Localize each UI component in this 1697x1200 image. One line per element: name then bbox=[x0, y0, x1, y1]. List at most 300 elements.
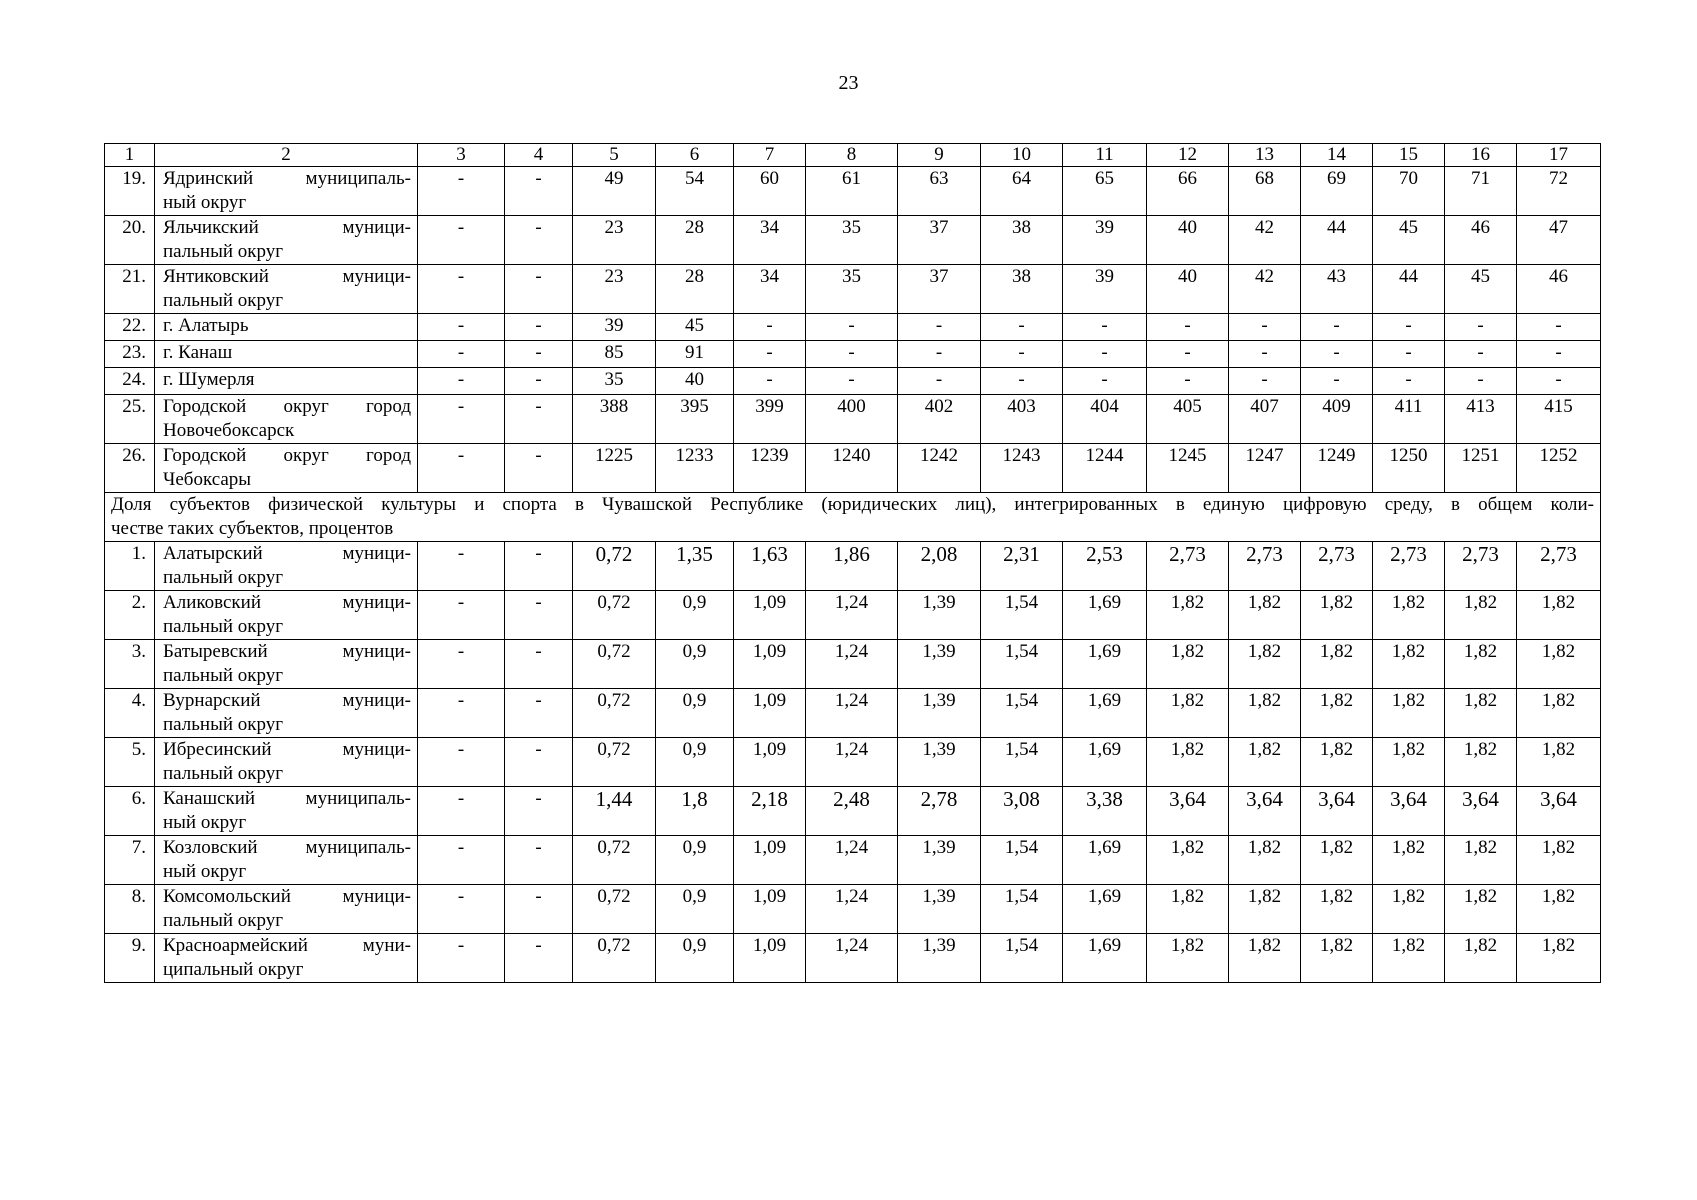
value-cell: 1,82 bbox=[1445, 934, 1517, 983]
row-name bbox=[155, 738, 418, 787]
column-header: 4 bbox=[505, 144, 573, 167]
value-cell: 91 bbox=[656, 341, 734, 368]
row-number: 3. bbox=[105, 640, 155, 689]
value-cell: 1252 bbox=[1517, 444, 1601, 493]
value-cell: 43 bbox=[1301, 265, 1373, 314]
value-cell: 45 bbox=[1373, 216, 1445, 265]
value-cell: 61 bbox=[806, 167, 898, 216]
row-name-line1: Канашский муниципаль- bbox=[163, 788, 411, 809]
value-cell: - bbox=[505, 395, 573, 444]
table-row bbox=[105, 689, 1601, 738]
value-cell: 1242 bbox=[898, 444, 981, 493]
row-name-line1: Козловский муниципаль- bbox=[163, 837, 411, 858]
table-row bbox=[105, 167, 1601, 216]
value-cell: 0,72 bbox=[573, 591, 656, 640]
value-cell: 35 bbox=[806, 265, 898, 314]
value-cell: - bbox=[1063, 341, 1147, 368]
row-name bbox=[155, 885, 418, 934]
value-cell: - bbox=[505, 787, 573, 836]
section-heading bbox=[105, 493, 1601, 542]
value-cell: - bbox=[418, 314, 505, 341]
row-name-text: г. Шумерля bbox=[163, 369, 255, 390]
value-cell: 0,9 bbox=[656, 640, 734, 689]
value-cell: - bbox=[418, 444, 505, 493]
value-cell: 1,82 bbox=[1301, 640, 1373, 689]
row-number: 6. bbox=[105, 787, 155, 836]
value-cell: 1,82 bbox=[1301, 934, 1373, 983]
value-cell: 2,73 bbox=[1373, 542, 1445, 591]
table-row bbox=[105, 444, 1601, 493]
value-cell: 1,82 bbox=[1445, 738, 1517, 787]
value-cell: 3,64 bbox=[1373, 787, 1445, 836]
value-cell: - bbox=[505, 885, 573, 934]
value-cell: 23 bbox=[573, 265, 656, 314]
row-name-line1: Красноармейский муни- bbox=[163, 935, 411, 956]
value-cell: 1,54 bbox=[981, 689, 1063, 738]
value-cell: 40 bbox=[656, 368, 734, 395]
value-cell: - bbox=[505, 934, 573, 983]
value-cell: - bbox=[418, 216, 505, 265]
table-row bbox=[105, 640, 1601, 689]
value-cell: 1,82 bbox=[1517, 885, 1601, 934]
value-cell: 402 bbox=[898, 395, 981, 444]
value-cell: 1,82 bbox=[1301, 591, 1373, 640]
section-heading-line2: честве таких субъектов, процентов bbox=[111, 518, 394, 539]
value-cell: - bbox=[1517, 314, 1601, 341]
value-cell: - bbox=[1147, 341, 1229, 368]
value-cell: 0,9 bbox=[656, 836, 734, 885]
value-cell: 1,82 bbox=[1373, 934, 1445, 983]
value-cell: 1,82 bbox=[1445, 689, 1517, 738]
value-cell: 28 bbox=[656, 216, 734, 265]
value-cell: 1251 bbox=[1445, 444, 1517, 493]
value-cell: 70 bbox=[1373, 167, 1445, 216]
row-name-line2: Новочебоксарск bbox=[163, 420, 295, 441]
value-cell: 23 bbox=[573, 216, 656, 265]
value-cell: 44 bbox=[1373, 265, 1445, 314]
table-row bbox=[105, 542, 1601, 591]
value-cell: 1,8 bbox=[656, 787, 734, 836]
value-cell: 0,72 bbox=[573, 542, 656, 591]
value-cell: 34 bbox=[734, 216, 806, 265]
value-cell: 1,69 bbox=[1063, 640, 1147, 689]
value-cell: 1,82 bbox=[1445, 836, 1517, 885]
value-cell: - bbox=[1373, 368, 1445, 395]
value-cell: 3,64 bbox=[1147, 787, 1229, 836]
value-cell: 1,82 bbox=[1373, 689, 1445, 738]
row-name-line1: Вурнарский муници- bbox=[163, 690, 411, 711]
row-number: 9. bbox=[105, 934, 155, 983]
value-cell: 1,69 bbox=[1063, 934, 1147, 983]
value-cell: 1,09 bbox=[734, 885, 806, 934]
value-cell: - bbox=[418, 591, 505, 640]
row-name bbox=[155, 395, 418, 444]
row-number: 26. bbox=[105, 444, 155, 493]
value-cell: 1,69 bbox=[1063, 689, 1147, 738]
value-cell: - bbox=[505, 265, 573, 314]
value-cell: 0,72 bbox=[573, 738, 656, 787]
value-cell: 2,73 bbox=[1229, 542, 1301, 591]
row-number: 4. bbox=[105, 689, 155, 738]
value-cell: 1,09 bbox=[734, 836, 806, 885]
value-cell: 1,24 bbox=[806, 836, 898, 885]
value-cell: 1,82 bbox=[1301, 885, 1373, 934]
row-number: 2. bbox=[105, 591, 155, 640]
value-cell: 1,82 bbox=[1517, 689, 1601, 738]
value-cell: 1,82 bbox=[1373, 836, 1445, 885]
row-name bbox=[155, 216, 418, 265]
value-cell: 3,64 bbox=[1517, 787, 1601, 836]
value-cell: 1,82 bbox=[1373, 738, 1445, 787]
value-cell: 60 bbox=[734, 167, 806, 216]
value-cell: 1,82 bbox=[1147, 640, 1229, 689]
value-cell: - bbox=[981, 368, 1063, 395]
column-header: 14 bbox=[1301, 144, 1373, 167]
value-cell: 1,09 bbox=[734, 934, 806, 983]
value-cell: 1,39 bbox=[898, 934, 981, 983]
value-cell: - bbox=[806, 341, 898, 368]
value-cell: 1,82 bbox=[1147, 836, 1229, 885]
value-cell: - bbox=[1229, 368, 1301, 395]
value-cell: 63 bbox=[898, 167, 981, 216]
row-name-line1: Комсомольский муници- bbox=[163, 886, 411, 907]
value-cell: 46 bbox=[1445, 216, 1517, 265]
row-number: 21. bbox=[105, 265, 155, 314]
value-cell: 3,38 bbox=[1063, 787, 1147, 836]
value-cell: 403 bbox=[981, 395, 1063, 444]
row-name bbox=[155, 341, 418, 368]
value-cell: 42 bbox=[1229, 216, 1301, 265]
value-cell: 1,09 bbox=[734, 640, 806, 689]
value-cell: 407 bbox=[1229, 395, 1301, 444]
value-cell: 49 bbox=[573, 167, 656, 216]
row-number: 20. bbox=[105, 216, 155, 265]
value-cell: 1,82 bbox=[1517, 591, 1601, 640]
value-cell: 1,39 bbox=[898, 836, 981, 885]
value-cell: - bbox=[418, 167, 505, 216]
value-cell: 1,82 bbox=[1517, 836, 1601, 885]
indicator-table bbox=[104, 143, 1601, 983]
row-name-line2: пальный округ bbox=[163, 567, 284, 588]
value-cell: 405 bbox=[1147, 395, 1229, 444]
value-cell: 1,82 bbox=[1229, 591, 1301, 640]
table-row bbox=[105, 591, 1601, 640]
value-cell: - bbox=[1373, 314, 1445, 341]
column-header: 2 bbox=[155, 144, 418, 167]
row-name-line2: пальный округ bbox=[163, 910, 284, 931]
column-header: 16 bbox=[1445, 144, 1517, 167]
value-cell: 3,08 bbox=[981, 787, 1063, 836]
row-number: 1. bbox=[105, 542, 155, 591]
value-cell: 1,82 bbox=[1147, 591, 1229, 640]
table-row bbox=[105, 395, 1601, 444]
value-cell: 1,82 bbox=[1373, 885, 1445, 934]
value-cell: 0,72 bbox=[573, 836, 656, 885]
value-cell: 65 bbox=[1063, 167, 1147, 216]
row-name bbox=[155, 265, 418, 314]
value-cell: 411 bbox=[1373, 395, 1445, 444]
row-name-line1: Ядринский муниципаль- bbox=[163, 168, 411, 189]
value-cell: - bbox=[1445, 368, 1517, 395]
value-cell: - bbox=[1063, 368, 1147, 395]
row-number: 22. bbox=[105, 314, 155, 341]
value-cell: - bbox=[1517, 368, 1601, 395]
value-cell: 1,54 bbox=[981, 934, 1063, 983]
value-cell: - bbox=[898, 368, 981, 395]
value-cell: 1244 bbox=[1063, 444, 1147, 493]
value-cell: 1,82 bbox=[1301, 836, 1373, 885]
value-cell: 45 bbox=[1445, 265, 1517, 314]
row-number: 23. bbox=[105, 341, 155, 368]
value-cell: 1239 bbox=[734, 444, 806, 493]
value-cell: 1,39 bbox=[898, 689, 981, 738]
value-cell: 400 bbox=[806, 395, 898, 444]
value-cell: 1,24 bbox=[806, 738, 898, 787]
value-cell: 34 bbox=[734, 265, 806, 314]
value-cell: 1,82 bbox=[1517, 640, 1601, 689]
column-header: 6 bbox=[656, 144, 734, 167]
row-number: 7. bbox=[105, 836, 155, 885]
value-cell: - bbox=[418, 341, 505, 368]
value-cell: 1,54 bbox=[981, 885, 1063, 934]
value-cell: 71 bbox=[1445, 167, 1517, 216]
value-cell: 1,82 bbox=[1147, 885, 1229, 934]
row-name bbox=[155, 314, 418, 341]
value-cell: 1,82 bbox=[1229, 640, 1301, 689]
value-cell: 1,24 bbox=[806, 934, 898, 983]
value-cell: 42 bbox=[1229, 265, 1301, 314]
value-cell: - bbox=[418, 787, 505, 836]
column-header: 9 bbox=[898, 144, 981, 167]
value-cell: - bbox=[1373, 341, 1445, 368]
value-cell: 1,39 bbox=[898, 591, 981, 640]
value-cell: 2,08 bbox=[898, 542, 981, 591]
table-row bbox=[105, 216, 1601, 265]
value-cell: 3,64 bbox=[1301, 787, 1373, 836]
row-name bbox=[155, 542, 418, 591]
column-header: 11 bbox=[1063, 144, 1147, 167]
table-row bbox=[105, 265, 1601, 314]
row-name-line2: ный округ bbox=[163, 812, 247, 833]
row-name-line2: пальный округ bbox=[163, 616, 284, 637]
value-cell: 1,09 bbox=[734, 689, 806, 738]
row-name bbox=[155, 368, 418, 395]
value-cell: 1,54 bbox=[981, 836, 1063, 885]
value-cell: 0,9 bbox=[656, 885, 734, 934]
value-cell: - bbox=[505, 836, 573, 885]
value-cell: - bbox=[981, 341, 1063, 368]
value-cell: 1,09 bbox=[734, 591, 806, 640]
value-cell: 1,82 bbox=[1229, 689, 1301, 738]
value-cell: 2,73 bbox=[1445, 542, 1517, 591]
value-cell: 0,9 bbox=[656, 689, 734, 738]
value-cell: 0,72 bbox=[573, 689, 656, 738]
row-name-text: г. Алатырь bbox=[163, 315, 249, 336]
value-cell: 2,53 bbox=[1063, 542, 1147, 591]
row-name bbox=[155, 444, 418, 493]
row-name-line1: Батыревский муници- bbox=[163, 641, 411, 662]
table-row bbox=[105, 341, 1601, 368]
row-name bbox=[155, 591, 418, 640]
value-cell: 38 bbox=[981, 265, 1063, 314]
value-cell: 2,31 bbox=[981, 542, 1063, 591]
value-cell: 1,82 bbox=[1517, 934, 1601, 983]
value-cell: - bbox=[505, 689, 573, 738]
value-cell: - bbox=[418, 368, 505, 395]
value-cell: 1,82 bbox=[1301, 689, 1373, 738]
row-name-line2: пальный округ bbox=[163, 290, 284, 311]
value-cell: - bbox=[1301, 368, 1373, 395]
row-name-line2: ный округ bbox=[163, 861, 247, 882]
value-cell: - bbox=[806, 368, 898, 395]
value-cell: - bbox=[1301, 341, 1373, 368]
value-cell: - bbox=[418, 640, 505, 689]
value-cell: 2,73 bbox=[1147, 542, 1229, 591]
table-row bbox=[105, 885, 1601, 934]
value-cell: 1,82 bbox=[1517, 738, 1601, 787]
column-header: 12 bbox=[1147, 144, 1229, 167]
value-cell: 1,39 bbox=[898, 640, 981, 689]
value-cell: - bbox=[418, 934, 505, 983]
column-header: 1 bbox=[105, 144, 155, 167]
column-header: 13 bbox=[1229, 144, 1301, 167]
row-name-line1: Янтиковский муници- bbox=[163, 266, 411, 287]
row-name bbox=[155, 787, 418, 836]
value-cell: - bbox=[806, 314, 898, 341]
value-cell: 0,9 bbox=[656, 738, 734, 787]
row-name-line2: ципальный округ bbox=[163, 959, 304, 980]
value-cell: 2,73 bbox=[1517, 542, 1601, 591]
column-header: 5 bbox=[573, 144, 656, 167]
value-cell: - bbox=[1229, 314, 1301, 341]
row-name bbox=[155, 934, 418, 983]
value-cell: 69 bbox=[1301, 167, 1373, 216]
value-cell: 1,82 bbox=[1229, 738, 1301, 787]
value-cell: 2,18 bbox=[734, 787, 806, 836]
value-cell: - bbox=[505, 216, 573, 265]
row-name bbox=[155, 689, 418, 738]
column-header: 17 bbox=[1517, 144, 1601, 167]
value-cell: - bbox=[505, 368, 573, 395]
value-cell: - bbox=[418, 542, 505, 591]
row-number: 24. bbox=[105, 368, 155, 395]
value-cell: - bbox=[505, 167, 573, 216]
value-cell: - bbox=[1445, 314, 1517, 341]
value-cell: 1,82 bbox=[1147, 934, 1229, 983]
table-row bbox=[105, 787, 1601, 836]
value-cell: 1,39 bbox=[898, 885, 981, 934]
value-cell: 1247 bbox=[1229, 444, 1301, 493]
value-cell: 1249 bbox=[1301, 444, 1373, 493]
value-cell: 1,44 bbox=[573, 787, 656, 836]
table-row bbox=[105, 934, 1601, 983]
value-cell: - bbox=[505, 542, 573, 591]
value-cell: 1,82 bbox=[1301, 738, 1373, 787]
value-cell: - bbox=[1445, 341, 1517, 368]
row-name-line2: пальный округ bbox=[163, 665, 284, 686]
column-header: 15 bbox=[1373, 144, 1445, 167]
value-cell: 1243 bbox=[981, 444, 1063, 493]
table-body bbox=[105, 144, 1601, 983]
value-cell: - bbox=[734, 314, 806, 341]
section-heading-line1: Доля субъектов физической культуры и спорта в Чувашской Республике (юридических лиц), интегрированных в единую цифровую среду, в общем коли- bbox=[111, 494, 1594, 515]
value-cell: 1,82 bbox=[1445, 640, 1517, 689]
value-cell: 37 bbox=[898, 216, 981, 265]
page-number: 23 bbox=[838, 72, 859, 94]
value-cell: 1,69 bbox=[1063, 591, 1147, 640]
row-name-line2: пальный округ bbox=[163, 714, 284, 735]
row-number: 25. bbox=[105, 395, 155, 444]
value-cell: 45 bbox=[656, 314, 734, 341]
section-heading-row bbox=[105, 493, 1601, 542]
value-cell: 1245 bbox=[1147, 444, 1229, 493]
value-cell: 1,09 bbox=[734, 738, 806, 787]
value-cell: 0,72 bbox=[573, 640, 656, 689]
value-cell: - bbox=[505, 591, 573, 640]
value-cell: 2,73 bbox=[1301, 542, 1373, 591]
header-row bbox=[105, 144, 1601, 167]
value-cell: 1225 bbox=[573, 444, 656, 493]
value-cell: 409 bbox=[1301, 395, 1373, 444]
row-name bbox=[155, 836, 418, 885]
value-cell: - bbox=[418, 836, 505, 885]
row-name-text: г. Канаш bbox=[163, 342, 233, 363]
value-cell: 54 bbox=[656, 167, 734, 216]
value-cell: 40 bbox=[1147, 265, 1229, 314]
value-cell: - bbox=[1147, 314, 1229, 341]
value-cell: 35 bbox=[806, 216, 898, 265]
row-name-line1: Городской округ город bbox=[163, 396, 411, 417]
value-cell: 44 bbox=[1301, 216, 1373, 265]
row-name-line2: пальный округ bbox=[163, 241, 284, 262]
value-cell: 1,82 bbox=[1229, 934, 1301, 983]
value-cell: - bbox=[1229, 341, 1301, 368]
value-cell: 395 bbox=[656, 395, 734, 444]
value-cell: 1,82 bbox=[1147, 738, 1229, 787]
value-cell: 38 bbox=[981, 216, 1063, 265]
value-cell: 1,82 bbox=[1147, 689, 1229, 738]
value-cell: 85 bbox=[573, 341, 656, 368]
value-cell: 1,82 bbox=[1229, 836, 1301, 885]
value-cell: 1,69 bbox=[1063, 836, 1147, 885]
row-name-line1: Алатырский муници- bbox=[163, 543, 411, 564]
value-cell: - bbox=[505, 341, 573, 368]
row-name bbox=[155, 640, 418, 689]
value-cell: 413 bbox=[1445, 395, 1517, 444]
value-cell: 1,24 bbox=[806, 591, 898, 640]
value-cell: 1,54 bbox=[981, 738, 1063, 787]
value-cell: 0,72 bbox=[573, 885, 656, 934]
value-cell: - bbox=[898, 314, 981, 341]
value-cell: 68 bbox=[1229, 167, 1301, 216]
value-cell: 1240 bbox=[806, 444, 898, 493]
value-cell: 72 bbox=[1517, 167, 1601, 216]
value-cell: 399 bbox=[734, 395, 806, 444]
value-cell: 3,64 bbox=[1229, 787, 1301, 836]
value-cell: 40 bbox=[1147, 216, 1229, 265]
row-name-line1: Яльчикский муници- bbox=[163, 217, 411, 238]
value-cell: 404 bbox=[1063, 395, 1147, 444]
value-cell: 47 bbox=[1517, 216, 1601, 265]
value-cell: 39 bbox=[573, 314, 656, 341]
row-number: 8. bbox=[105, 885, 155, 934]
table-row bbox=[105, 738, 1601, 787]
value-cell: - bbox=[981, 314, 1063, 341]
value-cell: 39 bbox=[1063, 265, 1147, 314]
value-cell: 37 bbox=[898, 265, 981, 314]
value-cell: 0,9 bbox=[656, 591, 734, 640]
value-cell: 1,54 bbox=[981, 591, 1063, 640]
